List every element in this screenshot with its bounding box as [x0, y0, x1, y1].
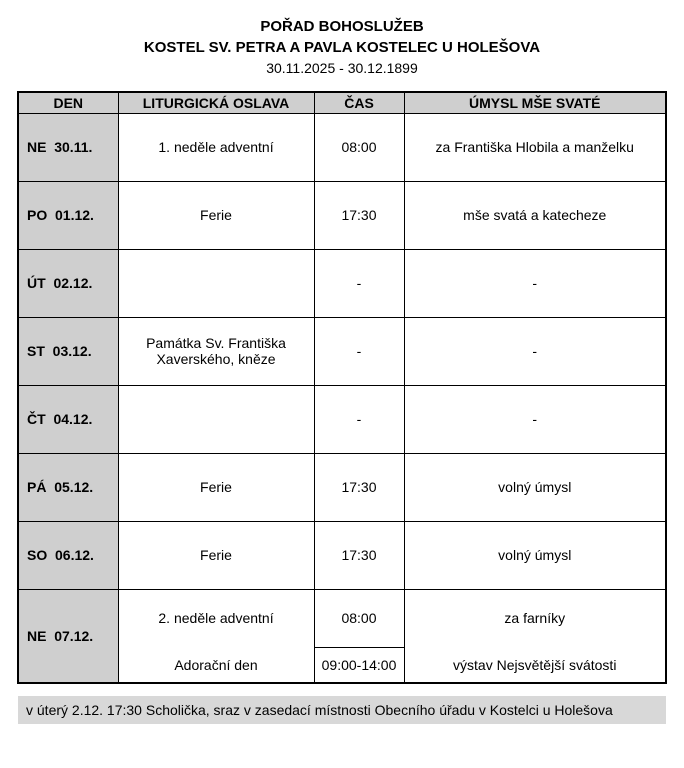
time-cell: 17:30 — [314, 453, 404, 521]
footer-note: v úterý 2.12. 17:30 Scholička, sraz v zasedací místnosti Obecního úřadu v Kostelci u Holešova — [18, 696, 666, 724]
intention-cell: volný úmysl — [404, 453, 666, 521]
table-row — [18, 521, 666, 589]
intention-cell: volný úmysl — [404, 521, 666, 589]
day-cell: NE 07.12. — [18, 589, 118, 683]
column-header-mass-intention: ÚMYSL MŠE SVATÉ — [404, 92, 666, 113]
intention-cell: za farníky — [404, 589, 666, 647]
schedule-table — [17, 91, 667, 684]
celebration-cell: 1. neděle adventní — [118, 113, 314, 181]
intention-cell: výstav Nejsvětější svátosti — [404, 647, 666, 683]
column-header-den: DEN — [18, 92, 118, 113]
day-cell: PO 01.12. — [18, 181, 118, 249]
table-row — [18, 317, 666, 385]
page-subtitle: KOSTEL SV. PETRA A PAVLA KOSTELEC U HOLEŠOVA — [143, 39, 541, 56]
day-cell: ST 03.12. — [18, 317, 118, 385]
document-header — [0, 0, 684, 79]
celebration-cell — [118, 385, 314, 453]
celebration-cell: Adorační den — [118, 647, 314, 683]
celebration-cell — [118, 249, 314, 317]
time-cell: - — [314, 385, 404, 453]
intention-cell: - — [404, 249, 666, 317]
column-header-time: ČAS — [314, 92, 404, 113]
table-row — [18, 453, 666, 521]
table-row — [18, 113, 666, 181]
celebration-cell: Ferie — [118, 181, 314, 249]
time-cell: 09:00-14:00 — [314, 647, 404, 683]
table-row — [18, 385, 666, 453]
day-cell: NE 30.11. — [18, 113, 118, 181]
intention-cell: - — [404, 317, 666, 385]
time-cell: 08:00 — [314, 113, 404, 181]
time-cell: - — [314, 317, 404, 385]
intention-cell: mše svatá a katecheze — [404, 181, 666, 249]
intention-cell: - — [404, 385, 666, 453]
column-header-liturgical-celebration: LITURGICKÁ OSLAVA — [118, 92, 314, 113]
time-cell: - — [314, 249, 404, 317]
date-range: 30.11.2025 - 30.12.1899 — [266, 60, 418, 76]
table-row — [18, 589, 666, 647]
table-row — [18, 249, 666, 317]
time-cell: 17:30 — [314, 521, 404, 589]
day-cell: PÁ 05.12. — [18, 453, 118, 521]
day-cell: SO 06.12. — [18, 521, 118, 589]
intention-cell: za Františka Hlobila a manželku — [404, 113, 666, 181]
celebration-cell: Ferie — [118, 453, 314, 521]
time-cell: 08:00 — [314, 589, 404, 647]
table-row — [18, 181, 666, 249]
day-cell: ČT 04.12. — [18, 385, 118, 453]
celebration-cell: 2. neděle adventní — [118, 589, 314, 647]
celebration-cell: Památka Sv. Františka Xaverského, kněze — [118, 317, 314, 385]
time-cell: 17:30 — [314, 181, 404, 249]
header-row — [18, 92, 666, 113]
celebration-cell: Ferie — [118, 521, 314, 589]
day-cell: ÚT 02.12. — [18, 249, 118, 317]
page-title: POŘAD BOHOSLUŽEB — [260, 18, 424, 35]
